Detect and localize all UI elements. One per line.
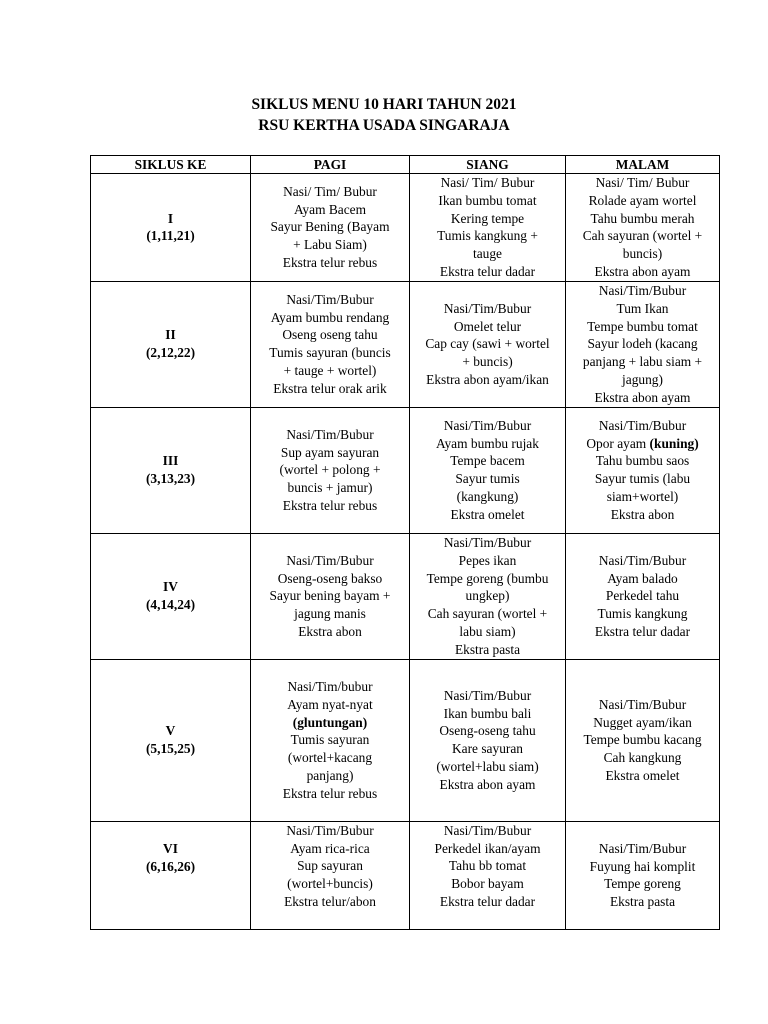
cycle-days: (4,14,24)	[145, 597, 196, 613]
opor-bold-text: (kuning)	[649, 435, 699, 451]
menu-item: Ikan bumbu tomat	[438, 192, 537, 208]
menu-item: Sayur lodeh (kacang	[587, 336, 698, 352]
cycle-number: V	[165, 723, 176, 739]
menu-item-bold: (gluntungan)	[292, 714, 368, 730]
menu-item: Sup sayuran	[297, 858, 363, 874]
table-row	[91, 659, 720, 821]
header-siklus-ke: SIKLUS KE	[91, 156, 251, 174]
siang-cell	[410, 174, 566, 282]
pagi-cell	[251, 407, 410, 533]
cycle-days: (6,16,26)	[145, 858, 196, 874]
menu-item: (wortel + polong +	[279, 462, 381, 478]
menu-item: siam+wortel)	[606, 489, 679, 505]
menu-item: Oseng-oseng bakso	[277, 570, 383, 586]
siang-cell	[410, 659, 566, 821]
menu-item: labu siam)	[459, 623, 516, 639]
menu-item: Nasi/ Tim/ Bubur	[440, 175, 535, 190]
menu-item: Rolade ayam wortel	[588, 192, 697, 208]
menu-item: Nasi/Tim/Bubur	[443, 300, 532, 316]
cycle-days: (2,12,22)	[145, 345, 196, 361]
menu-item: Sayur Bening (Bayam	[270, 219, 390, 235]
menu-item: Nasi/Tim/Bubur	[286, 426, 374, 442]
cycle-cell	[91, 533, 251, 659]
header-malam: MALAM	[566, 156, 720, 174]
menu-item: Ekstra telur dadar	[594, 623, 691, 639]
menu-item: Bobor bayam	[451, 876, 524, 892]
malam-cell	[566, 533, 720, 659]
menu-item: Nasi/Tim/Bubur	[598, 552, 687, 568]
menu-item: buncis + jamur)	[287, 480, 373, 496]
menu-item: Nasi/Tim/Bubur	[286, 822, 374, 838]
menu-item: Ayam Bacem	[293, 201, 367, 217]
pagi-cell	[251, 821, 410, 929]
menu-item: Ayam rica-rica	[290, 840, 370, 856]
menu-item: (wortel+labu siam)	[436, 759, 539, 775]
menu-item: Sayur tumis (labu	[594, 471, 691, 487]
table-row	[91, 407, 720, 533]
menu-item: Kare sayuran	[451, 741, 523, 757]
menu-item: Ekstra telur/abon	[284, 893, 376, 909]
menu-item: Tempe bacem	[450, 453, 525, 469]
table-row	[91, 821, 720, 929]
menu-item: jagung manis	[294, 606, 366, 622]
menu-item: Ekstra omelet	[605, 767, 680, 783]
menu-item: Sayur bening bayam +	[269, 588, 391, 604]
menu-item: Ekstra telur rebus	[282, 497, 378, 513]
malam-cell	[566, 821, 720, 929]
cycle-days: (3,13,23)	[145, 471, 196, 487]
menu-item: Nasi/ Tim/ Bubur	[595, 175, 690, 190]
menu-item: Oseng oseng tahu	[282, 327, 378, 343]
menu-item: Nasi/Tim/Bubur	[286, 552, 374, 568]
menu-item: Tempe goreng (bumbu	[426, 570, 549, 586]
menu-item: Nasi/Tim/Bubur	[443, 534, 532, 550]
pagi-cell	[251, 174, 410, 282]
menu-item: Nugget ayam/ikan	[593, 714, 692, 730]
pagi-cell	[251, 533, 410, 659]
menu-item: Tahu bumbu merah	[590, 210, 695, 226]
menu-cycle-table	[90, 155, 720, 930]
menu-item: (kangkung)	[456, 489, 519, 505]
menu-item: + buncis)	[462, 354, 513, 370]
menu-item: Tempe bumbu kacang	[583, 732, 702, 748]
siang-cell	[410, 821, 566, 929]
menu-item: Tumis sayuran (buncis	[269, 345, 391, 361]
menu-item: Nasi/Tim/Bubur	[443, 822, 532, 838]
malam-cell	[566, 174, 720, 282]
menu-item: Tumis kangkung	[597, 606, 688, 622]
menu-item: Tumis kangkung +	[437, 228, 538, 244]
cycle-number: VI	[163, 840, 178, 856]
menu-item: Sayur tumis	[455, 471, 520, 487]
menu-item: Cap cay (sawi + wortel	[425, 336, 550, 352]
menu-item: Ekstra telur dadar	[439, 263, 536, 279]
menu-item: Ayam bumbu rendang	[270, 309, 390, 325]
table-header-row	[91, 156, 720, 174]
menu-item: Ekstra telur dadar	[439, 893, 536, 909]
siang-cell	[410, 533, 566, 659]
table-row	[91, 174, 720, 282]
menu-item: (wortel+buncis)	[287, 876, 373, 892]
menu-item: Ayam bumbu rujak	[436, 435, 539, 451]
menu-item: Fuyung hai komplit	[589, 858, 696, 874]
document-title	[0, 94, 768, 136]
title-line-2: RSU KERTHA USADA SINGARAJA	[258, 117, 510, 134]
menu-item: + Labu Siam)	[293, 237, 367, 253]
menu-item: ungkep)	[465, 588, 510, 604]
opor-text: Opor ayam	[586, 435, 650, 451]
menu-item: Nasi/Tim/Bubur	[598, 282, 687, 298]
pagi-cell	[251, 281, 410, 407]
menu-item: Ekstra abon	[610, 506, 675, 522]
menu-item: Tahu bumbu saos	[595, 453, 690, 469]
menu-item: Cah sayuran (wortel +	[427, 606, 548, 622]
menu-item: Ikan bumbu bali	[443, 705, 532, 721]
malam-cell	[566, 281, 720, 407]
menu-item: + tauge + wortel)	[283, 363, 377, 379]
menu-item: Pepes ikan	[458, 552, 517, 568]
menu-item: Nasi/Tim/Bubur	[443, 417, 532, 433]
menu-item: jagung)	[622, 371, 663, 387]
menu-item: Tum Ikan	[616, 300, 669, 316]
cycle-days: (5,15,25)	[145, 741, 196, 757]
menu-item: Ayam nyat-nyat	[287, 696, 373, 712]
cycle-cell	[91, 659, 251, 821]
cycle-cell	[91, 174, 251, 282]
menu-item: Tahu bb tomat	[448, 858, 527, 874]
menu-item: Nasi/ Tim/ Bubur	[283, 183, 377, 199]
menu-item: Ekstra pasta	[609, 894, 676, 910]
menu-item: Ekstra pasta	[454, 641, 521, 657]
malam-cell	[566, 659, 720, 821]
menu-item: Nasi/Tim/Bubur	[286, 291, 374, 307]
menu-item: Perkedel tahu	[605, 588, 680, 604]
menu-item: Oseng-oseng tahu	[439, 723, 536, 739]
menu-item: Nasi/Tim/Bubur	[598, 696, 687, 712]
header-siang: SIANG	[410, 156, 566, 174]
menu-item: Ekstra telur orak arik	[273, 380, 387, 396]
pagi-cell	[251, 659, 410, 821]
menu-item: Tempe bumbu tomat	[587, 318, 698, 334]
menu-item: panjang)	[306, 767, 354, 783]
menu-item: Kering tempe	[450, 210, 525, 226]
cycle-cell	[91, 281, 251, 407]
menu-item: Ekstra abon ayam	[439, 776, 536, 792]
menu-item: Ekstra telur rebus	[282, 785, 378, 801]
menu-item: Ayam balado	[607, 570, 678, 586]
menu-item: Cah sayuran (wortel +	[582, 228, 703, 244]
title-line-1: SIKLUS MENU 10 HARI TAHUN 2021	[251, 96, 517, 113]
menu-item: Sup ayam sayuran	[280, 444, 380, 460]
menu-item: Nasi/Tim/bubur	[287, 678, 373, 694]
menu-item-opor	[569, 435, 716, 453]
menu-item: Perkedel ikan/ayam	[434, 840, 541, 856]
table-row	[91, 281, 720, 407]
menu-item: Nasi/Tim/Bubur	[598, 417, 687, 433]
menu-item: panjang + labu siam +	[582, 354, 703, 370]
menu-item: Ekstra abon ayam	[594, 263, 691, 279]
menu-item: Cah kangkung	[603, 750, 682, 766]
menu-item: Omelet telur	[453, 318, 522, 334]
menu-item: buncis)	[622, 246, 663, 262]
menu-item: (wortel+kacang	[287, 750, 373, 766]
siang-cell	[410, 407, 566, 533]
menu-item: Ekstra abon ayam/ikan	[426, 371, 549, 387]
header-pagi: PAGI	[251, 156, 410, 174]
cycle-cell	[91, 821, 251, 929]
cycle-days: (1,11,21)	[146, 228, 195, 244]
menu-item: Ekstra abon	[298, 623, 362, 639]
siang-cell	[410, 281, 566, 407]
cycle-cell	[91, 407, 251, 533]
cycle-number: IV	[163, 579, 178, 595]
menu-item: Ekstra abon ayam	[594, 389, 691, 405]
table-row	[91, 533, 720, 659]
cycle-number: III	[162, 453, 179, 469]
menu-item: Ekstra omelet	[450, 506, 525, 522]
menu-item: Nasi/Tim/Bubur	[443, 687, 532, 703]
menu-item: Ekstra telur rebus	[282, 255, 378, 271]
menu-item: Tempe goreng	[604, 876, 681, 892]
cycle-number: I	[167, 210, 174, 226]
menu-item: tauge	[473, 246, 502, 262]
menu-item: Tumis sayuran	[290, 732, 370, 748]
menu-item: Nasi/Tim/Bubur	[598, 840, 687, 856]
cycle-number: II	[165, 327, 176, 343]
malam-cell	[566, 407, 720, 533]
